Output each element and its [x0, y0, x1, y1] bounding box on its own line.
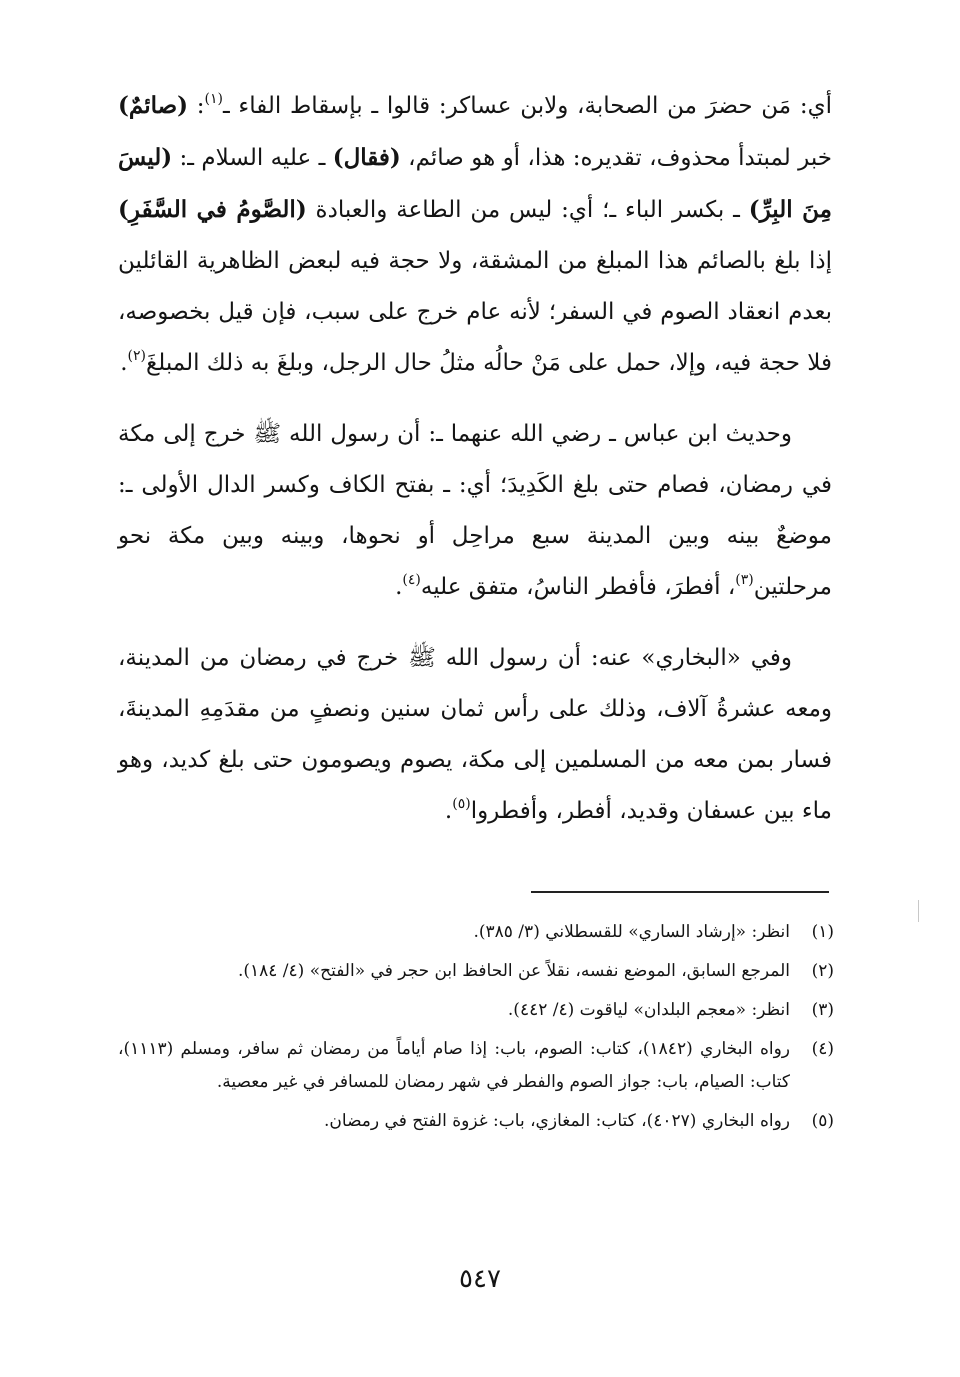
footnote-text: انظر: «معجم البلدان» لياقوت (٤/ ٤٤٢).	[507, 1000, 790, 1020]
text-run: ـ بكسر الباء ـ؛ أي: ليس من الطاعة والعبادة	[306, 197, 749, 223]
footnote-marker: (٥)	[452, 796, 471, 812]
footnote-marker: (١)	[204, 91, 223, 107]
footnotes-list	[118, 916, 834, 1144]
footnote-separator	[531, 891, 829, 893]
text-run: خبر لمبتدأ محذوف، تقديره: هذا، أو هو صائم،	[400, 145, 832, 171]
footnote-marker: (٤)	[402, 572, 421, 588]
scan-artifact	[918, 900, 919, 922]
footnote-marker: (٣)	[735, 572, 754, 588]
footnote-text: رواه البخاري (٤٠٢٧)، كتاب: المغازي، باب: غزوة الفتح في رمضان.	[324, 1111, 790, 1131]
text-run: ، أفطرَ، فأفطر الناسُ، متفق عليه	[420, 574, 736, 600]
footnote-number: (١)	[811, 922, 834, 942]
footnote-text: المرجع السابق، الموضع نفسه، نقلاً عن الحافظ ابن حجر في «الفتح» (٤/ ١٨٤).	[237, 961, 790, 981]
text-run: وحديث ابن عباس ـ رضي الله عنهما ـ: أن رسول الله ﷺ خرج إلى مكة في رمضان، فصام حتى بلغ الكَدِيدَ؛ أي: ـ بفتح الكاف وكسر الدال الأولى ـ: موضعٌ بينه وبين المدينة سبع مراحِل أو نحوها، وبينه وبين مكة نحو مرحلتين	[118, 421, 832, 600]
footnote-number: (٥)	[811, 1111, 834, 1131]
text-run: .	[444, 798, 453, 824]
footnote-item	[118, 994, 834, 1027]
text-run: :	[188, 93, 205, 119]
footnote-number: (٣)	[811, 1000, 834, 1020]
footnote-number: (٢)	[811, 961, 834, 981]
footnote-item	[118, 1105, 834, 1138]
footnote-marker: (٢)	[127, 348, 146, 364]
bold-term: (صائمٌ)	[118, 92, 189, 119]
text-run: ـ عليه السلام ـ:	[172, 145, 333, 171]
footnote-text: انظر: «إرشاد الساري» للقسطلاني (٣/ ٣٨٥).	[473, 922, 790, 942]
paragraph-2	[118, 409, 832, 613]
footnote-number: (٤)	[811, 1039, 834, 1059]
bold-term: (الصَّومُ في السَّفَرِ)	[118, 196, 307, 223]
footnote-item	[118, 916, 834, 949]
text-run: .	[395, 574, 403, 600]
footnote-item	[118, 1033, 834, 1099]
main-text	[118, 80, 832, 857]
footnote-item	[118, 955, 834, 988]
page-number: ٥٤٧	[459, 1264, 501, 1294]
footnote-text: رواه البخاري (١٨٤٢)، كتاب: الصوم، باب: إذا صام أياماً من رمضان ثم سافر، ومسلم (١١١٣)، كتاب: الصيام، باب: جواز الصوم والفطر في شهر رمضان للمسافر في غير معصية.	[118, 1039, 790, 1092]
paragraph-3	[118, 633, 832, 837]
bold-term: (ليسَ مِنَ البِرِّ)	[118, 144, 833, 223]
text-run: إذا بلغ بالصائم هذا المبلغ من المشقة، ولا حجة فيه لبعض الظاهرية القائلين بعدم انعقاد الصوم في السفر؛ لأنه عام خرج على سبب، فإن قيل بخصوصه، فلا حجة فيه، وإلا، حمل على مَنْ حالُه مثلُ حال الرجل، وبلغَ به ذلك المبلغَ	[118, 248, 832, 376]
text-run: وفي «البخاري» عنه: أن رسول الله ﷺ خرج في رمضان من المدينة، ومعه عشرةُ آلاف، وذلك على رأس ثمان سنين ونصفٍ من مقدَمِهِ المدينةَ، فسار بمن معه من المسلمين إلى مكة، يصوم ويصومون حتى بلغ كديد، وهو ماء بين عسفان وقديد، أفطر، وأفطروا	[118, 645, 832, 824]
paragraph-1	[118, 80, 832, 389]
text-run: أي: مَن حضرَ من الصحابة، ولابن عساكر: قالوا ـ بإسقاط الفاء ـ	[222, 93, 832, 119]
bold-term: (فقال)	[332, 144, 401, 171]
text-run: .	[120, 350, 128, 376]
